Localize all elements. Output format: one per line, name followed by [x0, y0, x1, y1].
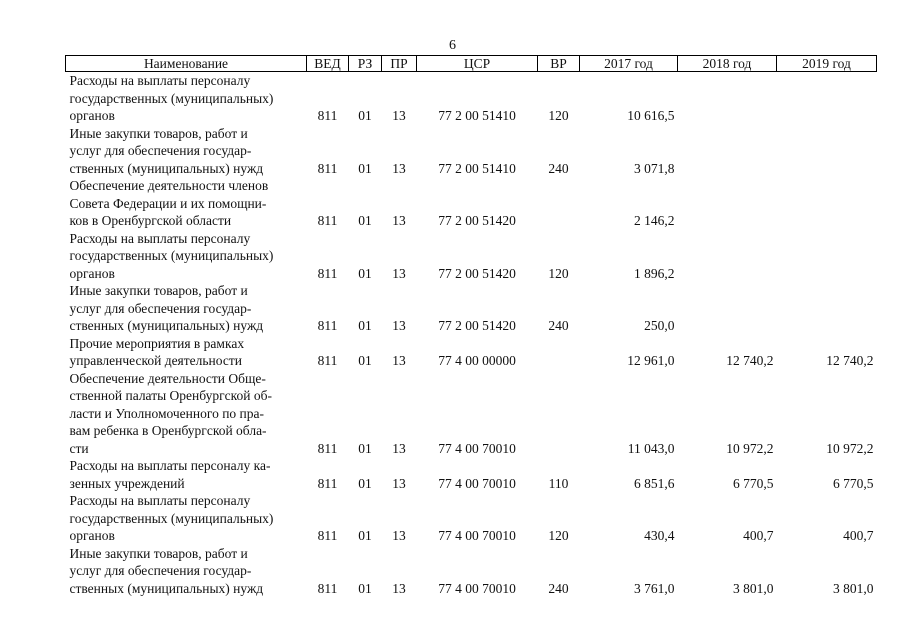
cell-2019: 3 801,0: [833, 580, 874, 596]
budget-table: [65, 55, 877, 597]
cell-2019: [777, 177, 877, 230]
cell-rz: 01: [358, 353, 372, 368]
name-line: органов: [69, 528, 115, 543]
name-line: Расходы на выплаты персоналу: [69, 73, 251, 88]
cell-pr: 13: [392, 318, 406, 333]
name-line: государственных (муниципальных): [69, 248, 274, 263]
header-rz: РЗ: [349, 56, 382, 72]
cell-name: [66, 370, 307, 458]
cell-csr: 77 2 00 51420: [438, 213, 516, 228]
name-line: услуг для обеспечения государ-: [69, 143, 252, 158]
name-line: Расходы на выплаты персоналу: [69, 230, 251, 246]
cell-2018: [678, 72, 777, 125]
name-line: Иные закупки товаров, работ и: [69, 283, 248, 298]
name-line: зенных учреждений: [69, 475, 185, 491]
cell-ved: 811: [317, 265, 338, 281]
cell-vr: 240: [548, 318, 569, 333]
cell-name: [66, 282, 307, 335]
cell-name: [66, 125, 307, 178]
cell-vr: 240: [548, 160, 569, 176]
table-row: [66, 370, 877, 458]
cell-vr: [538, 370, 580, 458]
table-row: [66, 177, 877, 230]
cell-rz: 01: [358, 160, 372, 176]
cell-2017: 250,0: [644, 318, 675, 333]
cell-vr: 120: [548, 108, 569, 123]
cell-name: [66, 72, 307, 125]
cell-2019: 10 972,2: [826, 440, 874, 456]
cell-2018: [678, 177, 777, 230]
cell-2019: [777, 125, 877, 178]
cell-name: [66, 492, 307, 545]
name-line: ласти и Уполномоченного по пра-: [69, 405, 265, 421]
table-row: [66, 457, 877, 492]
cell-csr: 77 4 00 70010: [438, 528, 516, 543]
cell-2017: 12 961,0: [627, 353, 675, 368]
cell-2019: [777, 282, 877, 335]
cell-ved: 811: [317, 580, 338, 596]
cell-2018: [678, 125, 777, 178]
name-line: услуг для обеспечения государ-: [69, 563, 252, 578]
cell-2019: 6 770,5: [833, 475, 874, 491]
cell-2018: 400,7: [743, 528, 774, 543]
cell-vr: [538, 335, 580, 370]
name-line: Обеспечение деятельности членов: [69, 178, 269, 193]
cell-vr: 120: [548, 265, 569, 281]
cell-csr: 77 4 00 70010: [438, 440, 516, 456]
table-body: [66, 72, 877, 598]
cell-rz: 01: [358, 475, 372, 491]
cell-csr: 77 2 00 51410: [438, 108, 516, 123]
cell-ved: 811: [317, 440, 338, 456]
cell-rz: 01: [358, 213, 372, 228]
name-line: государственных (муниципальных): [69, 510, 274, 526]
name-line: государственных (муниципальных): [69, 90, 274, 106]
cell-rz: 01: [358, 528, 372, 543]
cell-2019: [777, 230, 877, 283]
table-row: [66, 335, 877, 370]
name-line: ственной палаты Оренбургской об-: [69, 388, 272, 403]
name-line: ков в Оренбургской области: [69, 213, 232, 228]
cell-vr: [538, 177, 580, 230]
cell-ved: 811: [317, 318, 338, 333]
cell-pr: 13: [392, 213, 406, 228]
table-row: [66, 545, 877, 598]
header-csr: ЦСР: [417, 56, 538, 72]
name-line: управленческой деятельности: [69, 353, 242, 368]
name-line: ственных (муниципальных) нужд: [69, 160, 264, 176]
name-line: Иные закупки товаров, работ и: [69, 125, 248, 141]
name-line: услуг для обеспечения государ-: [69, 300, 252, 316]
cell-2018: [678, 230, 777, 283]
header-vr: ВР: [538, 56, 580, 72]
name-line: ственных (муниципальных) нужд: [69, 580, 264, 596]
header-name: Наименование: [66, 56, 307, 72]
cell-2017: 6 851,6: [634, 475, 675, 491]
cell-ved: 811: [317, 353, 338, 368]
cell-ved: 811: [317, 475, 338, 491]
cell-name: [66, 177, 307, 230]
name-line: Иные закупки товаров, работ и: [69, 545, 248, 561]
cell-pr: 13: [392, 160, 406, 176]
cell-pr: 13: [392, 440, 406, 456]
cell-2018: 6 770,5: [733, 475, 774, 491]
cell-vr: 120: [548, 528, 569, 543]
cell-pr: 13: [392, 265, 406, 281]
name-line: сти: [69, 440, 89, 456]
name-line: органов: [69, 265, 115, 281]
cell-2019: 400,7: [843, 528, 874, 543]
cell-pr: 13: [392, 108, 406, 123]
cell-csr: 77 2 00 51420: [438, 265, 516, 281]
name-line: Совета Федерации и их помощни-: [69, 195, 267, 211]
cell-rz: 01: [358, 318, 372, 333]
cell-ved: 811: [317, 528, 338, 543]
header-2018: 2018 год: [678, 56, 777, 72]
header-2017: 2017 год: [580, 56, 678, 72]
table-row: [66, 72, 877, 125]
cell-2018: [678, 282, 777, 335]
cell-name: [66, 230, 307, 283]
cell-ved: 811: [317, 213, 338, 228]
cell-rz: 01: [358, 108, 372, 123]
cell-csr: 77 2 00 51420: [438, 318, 516, 333]
cell-csr: 77 4 00 70010: [438, 580, 516, 596]
page-number: 6: [449, 38, 456, 53]
table-row: [66, 230, 877, 283]
cell-2018: 12 740,2: [726, 353, 774, 368]
cell-name: [66, 457, 307, 492]
name-line: вам ребенка в Оренбургской обла-: [69, 423, 267, 438]
header-ved: ВЕД: [307, 56, 349, 72]
cell-csr: 77 4 00 00000: [438, 353, 516, 368]
cell-2017: 2 146,2: [634, 213, 675, 228]
cell-pr: 13: [392, 528, 406, 543]
cell-2018: 3 801,0: [733, 580, 774, 596]
table-row: [66, 282, 877, 335]
cell-csr: 77 4 00 70010: [438, 475, 516, 491]
cell-2017: 10 616,5: [627, 108, 675, 123]
cell-rz: 01: [358, 580, 372, 596]
cell-rz: 01: [358, 265, 372, 281]
cell-2017: 11 043,0: [627, 440, 675, 456]
name-line: Расходы на выплаты персоналу ка-: [69, 458, 271, 473]
cell-2019: [777, 72, 877, 125]
cell-pr: 13: [392, 353, 406, 368]
cell-pr: 13: [392, 475, 406, 491]
cell-2018: 10 972,2: [726, 440, 774, 456]
name-line: Расходы на выплаты персоналу: [69, 493, 251, 508]
cell-pr: 13: [392, 580, 406, 596]
cell-ved: 811: [317, 108, 338, 123]
cell-ved: 811: [317, 160, 338, 176]
table-header-row: [66, 56, 877, 72]
cell-name: [66, 545, 307, 598]
cell-2017: 3 071,8: [634, 160, 675, 176]
table-row: [66, 492, 877, 545]
name-line: органов: [69, 108, 115, 123]
cell-vr: 240: [548, 580, 569, 596]
cell-csr: 77 2 00 51410: [438, 160, 516, 176]
table-row: [66, 125, 877, 178]
cell-2017: 1 896,2: [634, 265, 675, 281]
name-line: Прочие мероприятия в рамках: [69, 335, 245, 351]
cell-rz: 01: [358, 440, 372, 456]
header-2019: 2019 год: [777, 56, 877, 72]
cell-2019: 12 740,2: [826, 353, 874, 368]
name-line: ственных (муниципальных) нужд: [69, 318, 264, 333]
cell-vr: 110: [548, 475, 569, 491]
name-line: Обеспечение деятельности Обще-: [69, 370, 266, 386]
cell-2017: 3 761,0: [634, 580, 675, 596]
cell-name: [66, 335, 307, 370]
header-pr: ПР: [382, 56, 417, 72]
cell-2017: 430,4: [644, 528, 675, 543]
